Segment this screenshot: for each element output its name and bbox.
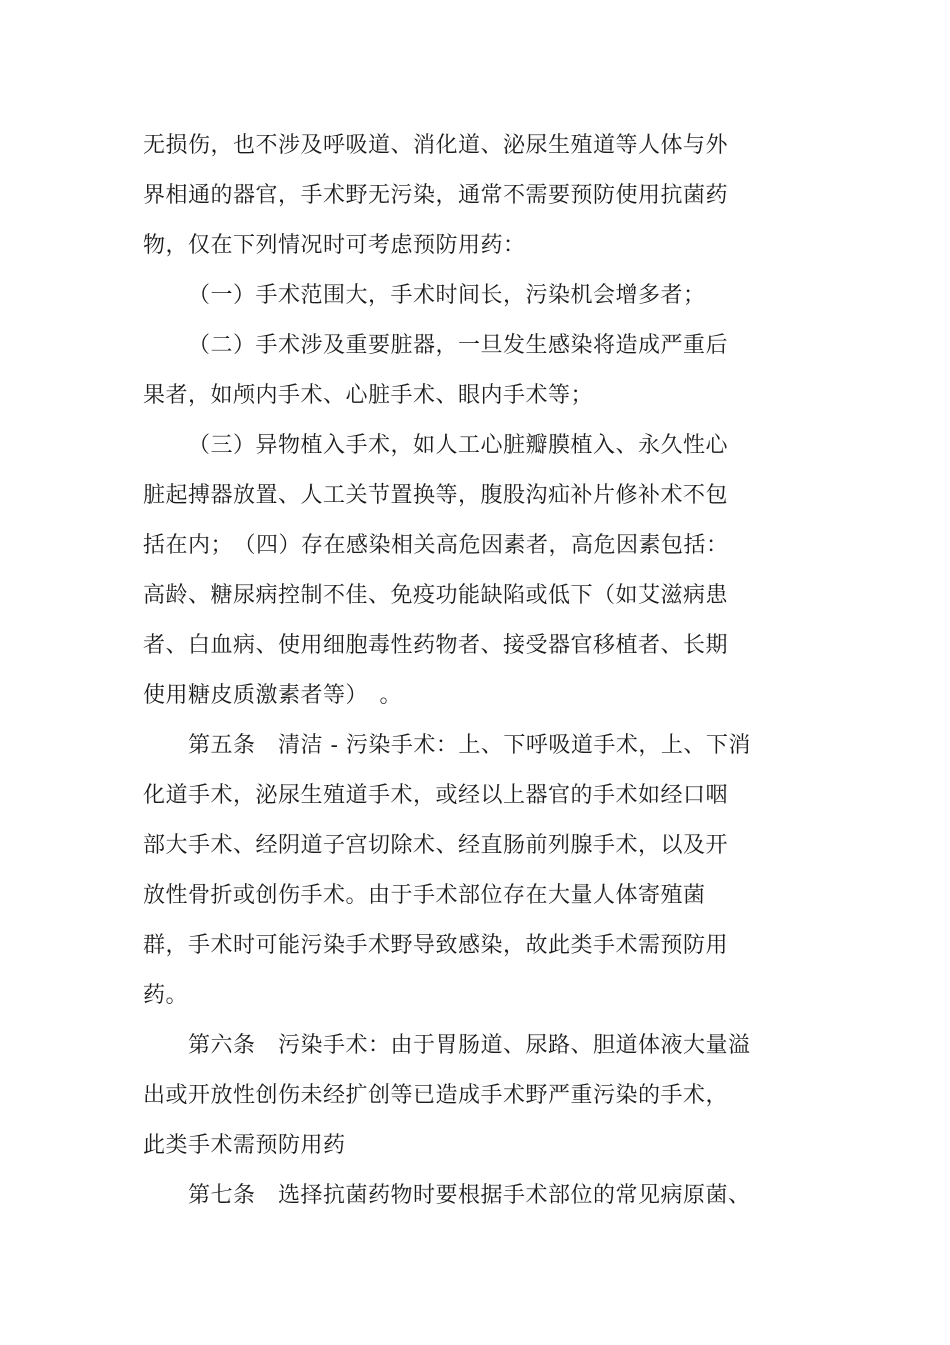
text-line: （一）手术范围大，手术时间长，污染机会增多者； xyxy=(188,283,706,308)
text-line: 出或开放性创伤未经扩创等已造成手术野严重污染的手术， xyxy=(143,1083,729,1108)
text-line: 无损伤，也不涉及呼吸道、消化道、泌尿生殖道等人体与外 xyxy=(143,133,729,158)
text-line: 化道手术，泌尿生殖道手术，或经以上器官的手术如经口咽 xyxy=(143,783,729,808)
text-line: （二）手术涉及重要脏器，一旦发生感染将造成严重后 xyxy=(188,333,729,358)
article-6-heading-line: 第六条 污染手术：由于胃肠道、尿路、胆道体液大量溢 xyxy=(188,1033,751,1058)
text-line: 高龄、糖尿病控制不佳、免疫功能缺陷或低下（如艾滋病患 xyxy=(143,583,729,608)
text-line: 果者，如颅内手术、心脏手术、眼内手术等； xyxy=(143,383,594,408)
text-line: 此类手术需预防用药 xyxy=(143,1133,346,1158)
text-line: 群，手术时可能污染手术野导致感染，故此类手术需预防用 xyxy=(143,933,729,958)
text-line: 脏起搏器放置、人工关节置换等，腹股沟疝补片修补术不包 xyxy=(143,483,729,508)
text-line: 物，仅在下列情况时可考虑预防用药： xyxy=(143,233,526,258)
text-line: 药。 xyxy=(143,983,189,1008)
text-line: 界相通的器官，手术野无污染，通常不需要预防使用抗菌药 xyxy=(143,183,729,208)
text-line: 者、白血病、使用细胞毒性药物者、接受器官移植者、长期 xyxy=(143,633,729,658)
article-7-heading-line: 第七条 选择抗菌药物时要根据手术部位的常见病原菌、 xyxy=(188,1183,751,1208)
text-line: 放性骨折或创伤手术。由于手术部位存在大量人体寄殖菌 xyxy=(143,883,706,908)
text-line: 括在内； （四）存在感染相关高危因素者，高危因素包括： xyxy=(143,533,729,558)
text-line: 部大手术、经阴道子宫切除术、经直肠前列腺手术，以及开 xyxy=(143,833,729,858)
text-line: （三）异物植入手术，如人工心脏瓣膜植入、永久性心 xyxy=(188,433,729,458)
text-line: 使用糖皮质激素者等） 。 xyxy=(143,683,403,708)
article-5-heading-line: 第五条 清洁 - 污染手术：上、下呼吸道手术，上、下消 xyxy=(188,733,751,758)
